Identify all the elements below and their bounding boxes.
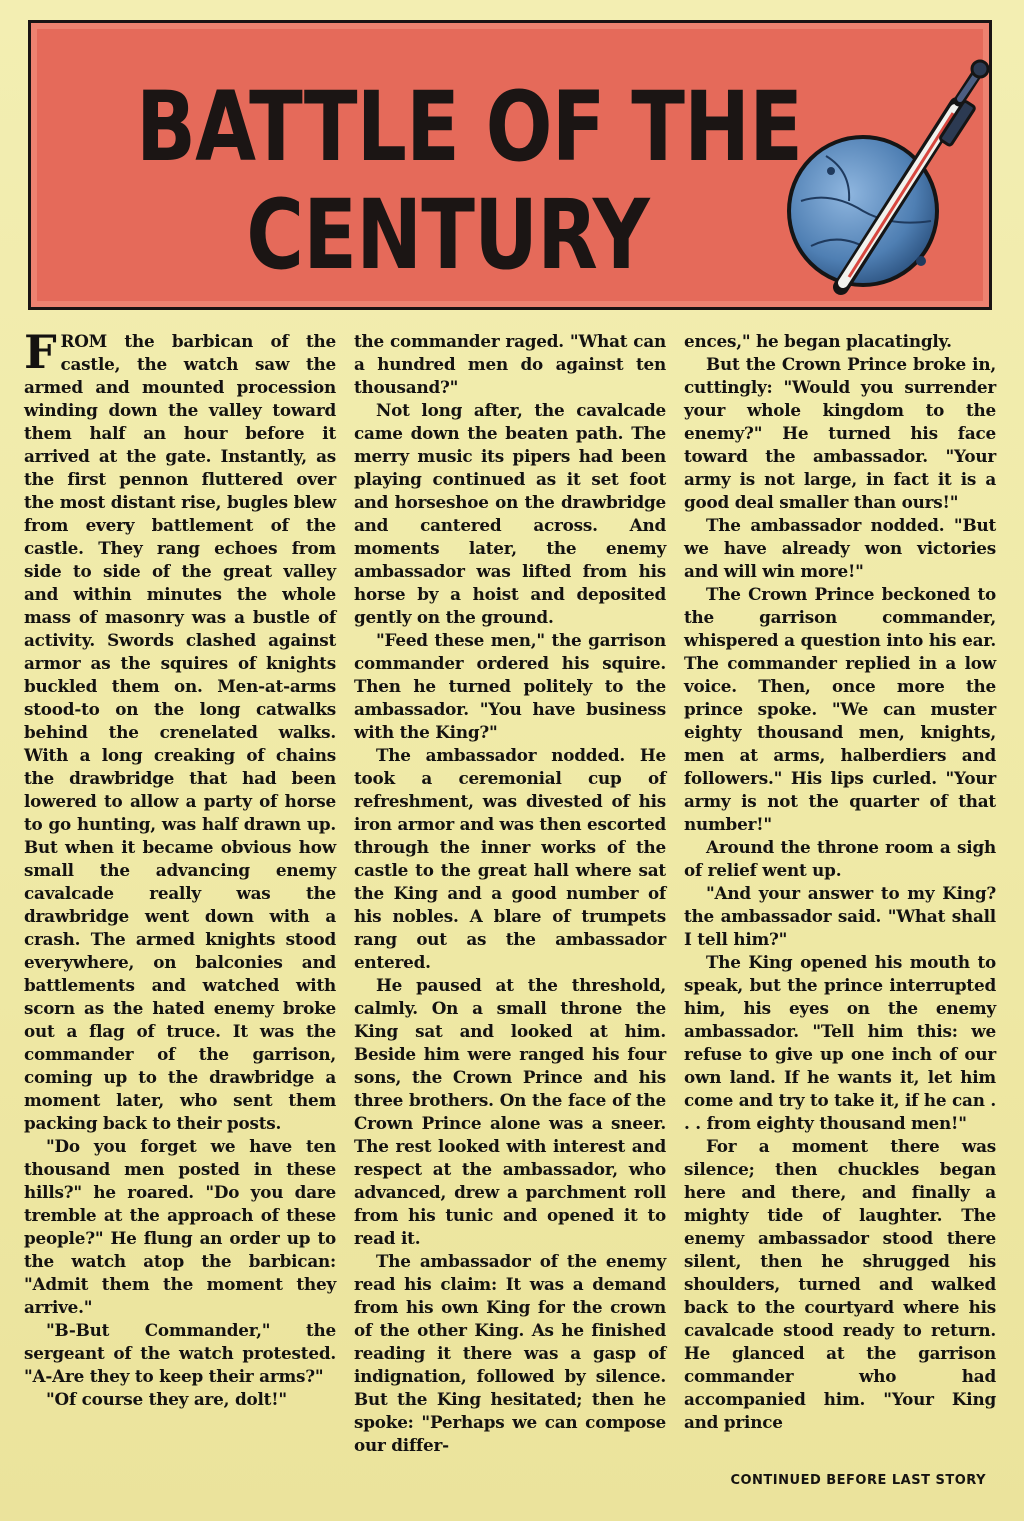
paragraph: FROM the barbican of the castle, the watch saw the armed and mounted procession winding down the valley toward them half an hour before it arrived at the gate. Instantly, as the first pennon fluttered over the most distant rise, bugles blew from every battlement of the castle. They rang echoes from side to side of the great valley and within minutes the whole mass of masonry was a bustle of activity. Swords clashed against armor as the squires of knights buckled them on. Men-at-arms stood-to on the long catwalks behind the crenelated walks. With a long creaking of chains the drawbridge that had been lowered to allow a party of horse to go hunting, was half drawn up. But when it became obvious how small the advancing enemy cavalcade really was the drawbridge went down with a crash. The armed knights stood everywhere, on balconies and battlements and watched with scorn as the hated enemy broke out a flag of truce. It was the commander of the garrison, coming up to the drawbridge a moment later, who sent them packing back to their posts.: [24, 325, 336, 1133]
paragraph: "Feed these men," the garrison commander ordered his squire. Then he turned politely to the ambassador. "You have business with the King?": [354, 630, 666, 742]
paragraph: But the Crown Prince broke in, cuttingly: "Would you surrender your whole kingdom to the enemy?" He turned his face toward the ambassador. "Your army is not large, in fact it is a good deal smaller than ours!": [684, 354, 996, 512]
paragraph: For a moment there was silence; then chuckles began here and there, and finally a mighty tide of laughter. The enemy ambassador stood there silent, then he shrugged his shoulders, turned and walked back to the courtyard where his cavalcade stood ready to return. He glanced at the garrison commander who had accompanied him. "Your King and prince: [684, 1136, 996, 1432]
paragraph: "Of course they are, dolt!": [46, 1389, 287, 1409]
paragraph: ences," he began placatingly.: [684, 331, 952, 351]
story-column-2: [354, 330, 666, 1457]
paragraph: The ambassador nodded. He took a ceremonial cup of refreshment, was divested of his iron armor and was then escorted through the inner works of the castle to the great hall where sat the King and a good number of his nobles. A blare of trumpets rang out as the ambassador entered.: [354, 745, 666, 972]
story-column-3: [684, 330, 996, 1434]
drop-cap: F: [24, 325, 57, 379]
paragraph: The ambassador of the enemy read his claim: It was a demand from his own King for the crown of the other King. As he finished reading it there was a gasp of indignation, followed by silence. But the King hesitated; then he spoke: "Perhaps we can compose our differ-: [354, 1251, 666, 1455]
paragraph: Not long after, the cavalcade came down the beaten path. The merry music its pipers had been playing continued as it set foot and horseshoe on the drawbridge and cantered across. And moments later, the enemy ambassador was lifted from his horse by a hoist and deposited gently on the ground.: [354, 400, 666, 627]
paragraph: Around the throne room a sigh of relief went up.: [684, 837, 996, 880]
paragraph: "And your answer to my King? the ambassador said. "What shall I tell him?": [684, 883, 996, 949]
sword-and-globe-icon: [771, 51, 1001, 301]
paragraph: The Crown Prince beckoned to the garrison commander, whispered a question into his ear. The commander replied in a low voice. Then, once more the prince spoke. "We can muster eighty thousand men, knights, men at arms, halberdiers and followers." His lips curled. "Your army is not the quarter of that number!": [684, 584, 996, 834]
title-panel: [28, 20, 992, 310]
paragraph: the commander raged. "What can a hundred men do against ten thousand?": [354, 331, 666, 397]
paragraph: The King opened his mouth to speak, but the prince interrupted him, his eyes on the enemy ambassador. "Tell him this: we refuse to give up one inch of our own land. If he wants it, let him come and try to take it, if he can . . . from eighty thousand men!": [684, 952, 996, 1133]
paragraph: "Do you forget we have ten thousand men posted in these hills?" he roared. "Do you dare tremble at the approach of these people?" He flung an order up to the watch atop the barbican: "Admit them the moment they arrive.": [24, 1136, 336, 1317]
story-columns: [24, 325, 996, 1480]
paragraph: The ambassador nodded. "But we have already won victories and will win more!": [684, 515, 996, 581]
title-line-1: BATTLE OF THE: [136, 71, 803, 183]
paragraph: "B-But Commander," the sergeant of the watch protested. "A-Are they to keep their arms?": [24, 1320, 336, 1386]
continued-note: CONTINUED BEFORE LAST STORY: [730, 1473, 986, 1488]
paragraph: He paused at the threshold, calmly. On a small throne the King sat and looked at him. Beside him were ranged his four sons, the Crown Prince and his three brothers. On the face of the Crown Prince alone was a sneer. The rest looked with interest and respect at the ambassador, who advanced, drew a parchment roll from his tunic and opened it to read it.: [354, 975, 666, 1248]
title-line-2: CENTURY: [246, 179, 649, 291]
story-column-1: [24, 325, 336, 1411]
story-title: [136, 71, 803, 291]
